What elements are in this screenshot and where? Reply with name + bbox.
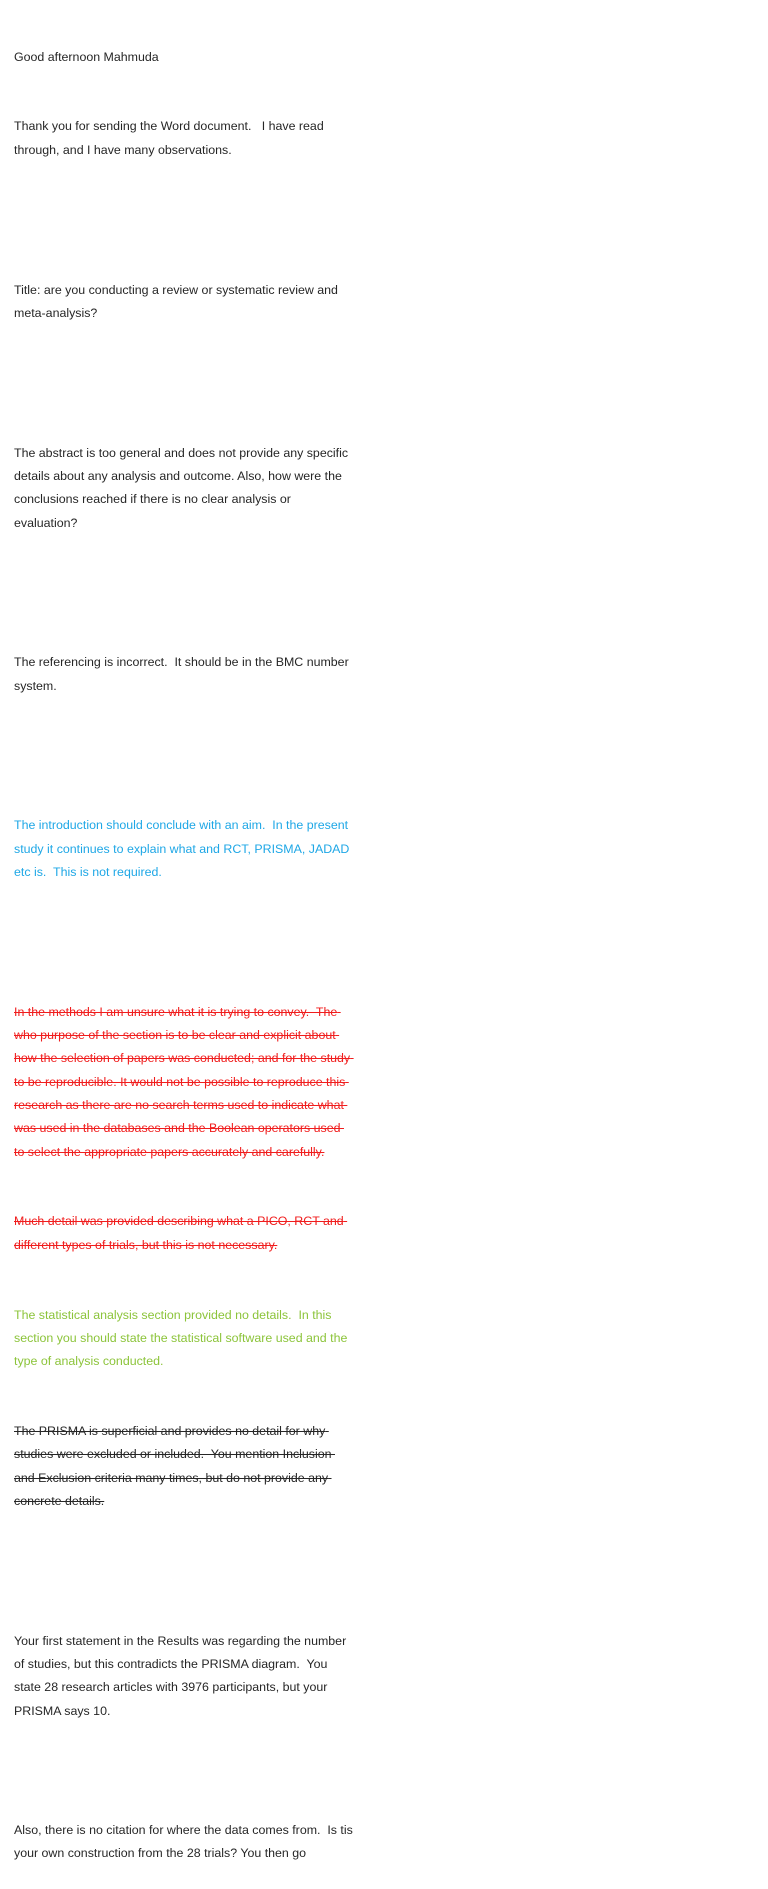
paragraph-spacer [14,581,354,604]
paragraph-pico-comment-struck: Much detail was provided describing what a PICO, RCT and different types of trials, but this is not necessary. [14,1214,348,1252]
paragraph-abstract-comment: The abstract is too general and does not provide any specific details about any analysis and outcome. Also, how were the conclusions reached if there is no clear analysis or evaluation? [14,445,352,530]
paragraph-methods-comment-struck: In the methods I am unsure what it is trying to convey. The who purpose of the section is to be clear and explicit about how the selection of papers was conducted; and for the study to be reproducible. It would not be possible to reproduce this research as there are no search terms used to indicate what was used in the databases and the Boolean operators used to select the appropriate papers accurately and carefully. [14,1004,354,1159]
paragraph-title-comment: Title: are you conducting a review or systematic review and meta-analysis? [14,282,342,320]
paragraph-spacer [14,1560,354,1583]
paragraph-spacer [14,931,354,954]
paragraph-spacer [14,1770,354,1773]
paragraph-results-comment: Your first statement in the Results was regarding the number of studies, but this contradicts the PRISMA diagram. You state 28 research articles with 3976 participants, but your PRISMA says 10. [14,1633,350,1718]
paragraph-spacer [14,745,354,768]
document-body [14,0,357,1889]
paragraph-citation-comment: Also, there is no citation for where the data comes from. Is tis your own construction from the 28 trials? You then go [14,1823,357,1861]
paragraph-statistical-comment: The statistical analysis section provided no details. In this section you should state the statistical software used and the type of analysis conducted. [14,1307,351,1369]
paragraph-prisma-comment-struck: The PRISMA is superficial and provides no detail for why studies were excluded or included. You mention Inclusion and Exclusion criteria many times, but do not provide any concrete details. [14,1424,335,1508]
paragraph-spacer [14,372,354,395]
paragraph-thanks: Thank you for sending the Word document. I have read through, and I have many observations. [14,119,328,157]
paragraph-referencing-comment: The referencing is incorrect. It should be in the BMC number system. [14,655,353,693]
paragraph-introduction-comment: The introduction should conclude with an aim. In the present study it continues to explain what and RCT, PRISMA, JADAD etc is. This is not required. [14,818,353,879]
paragraph-spacer [14,209,354,232]
greeting: Good afternoon Mahmuda [14,49,159,64]
